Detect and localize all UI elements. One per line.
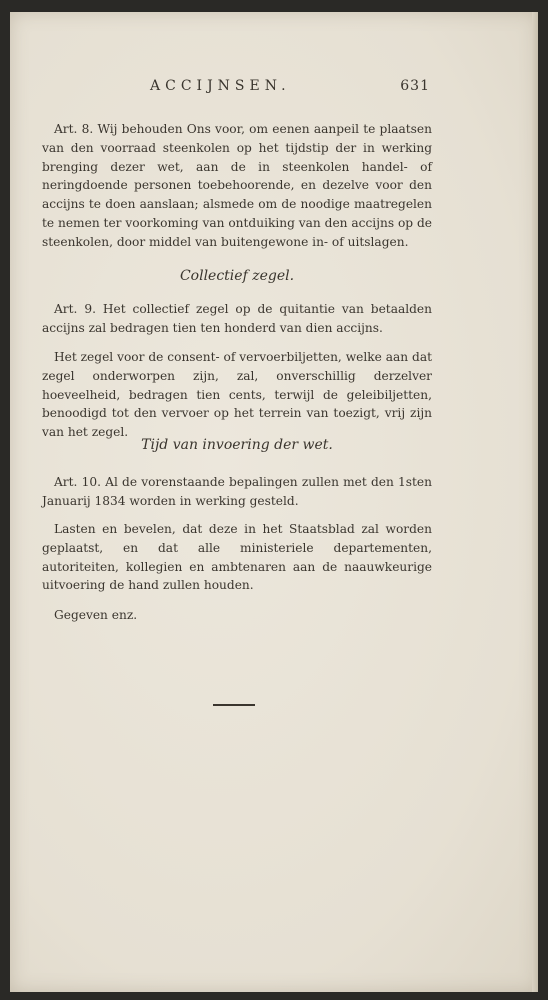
running-header [150, 78, 430, 96]
zegel-paragraph: Het zegel voor de consent- of vervoerbiljetten, welke aan dat zegel onderworpen zijn, zal, onverschillig derzelver hoeveelheid, bedragen tien cents, terwijl de geleibiljetten, benoodigd tot den vervoer op het terrein van toezigt, vrij zijn van het zegel. [42, 350, 432, 440]
page-number: 631 [400, 78, 430, 94]
page-edge [532, 12, 538, 992]
lasten-en-bevelen-paragraph: Lasten en bevelen, dat deze in het Staatsblad zal worden geplaatst, en dat alle ministeriele departementen, autoriteiten, kollegien en ambtenaren aan de naauwkeurige uitvoering de hand zullen houden. [42, 522, 432, 593]
section-heading-collectief-zegel: Collectief zegel. [179, 268, 295, 284]
article-8: Art. 8. Wij behouden Ons voor, om eenen aanpeil te plaatsen van den voorraad steenkolen op het tijdstip der in werking brenging dezer wet, aan de in steenkolen handel- of neringdoende personen toebehoorende, en dezelve voor den accijns te doen aanslaan; alsmede om de noodige maatregelen te nemen ter voorkoming van ontduiking van den accijns op de steenkolen, door middel van buitengewone in- of uitslagen. [42, 122, 432, 249]
header-title: ACCIJNSEN. [150, 78, 291, 94]
article-10: Art. 10. Al de vorenstaande bepalingen zullen met den 1sten Januarij 1834 worden in werking gesteld. [42, 475, 432, 508]
closing-rule [213, 704, 255, 706]
article-9: Art. 9. Het collectief zegel op de quitantie van betaalden accijns zal bedragen tien ten honderd van dien accijns. [42, 302, 432, 335]
section-heading-tijd-van-invoering: Tijd van invoering der wet. [141, 437, 333, 453]
gegeven-enz: Gegeven enz. [54, 608, 138, 622]
